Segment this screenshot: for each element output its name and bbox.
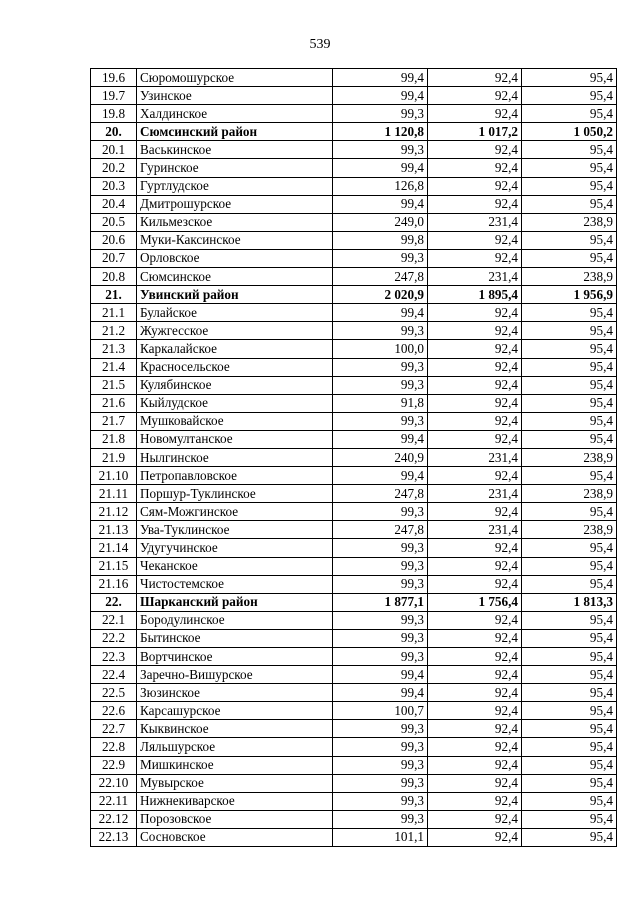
row-number: 20.6 [91,231,137,249]
value-col-3: 95,4 [522,648,617,666]
value-col-3: 95,4 [522,412,617,430]
table-body [91,69,617,847]
value-col-2: 92,4 [428,828,522,846]
value-col-1: 99,3 [333,575,428,593]
value-col-3: 95,4 [522,503,617,521]
value-col-1: 99,3 [333,322,428,340]
value-col-2: 231,4 [428,268,522,286]
value-col-2: 92,4 [428,105,522,123]
settlement-name: Карсашурское [137,702,333,720]
value-col-1: 99,3 [333,249,428,267]
value-col-2: 92,4 [428,159,522,177]
value-col-1: 99,4 [333,430,428,448]
settlement-name: Новомултанское [137,430,333,448]
value-col-3: 95,4 [522,738,617,756]
value-col-3: 95,4 [522,304,617,322]
value-col-3: 95,4 [522,105,617,123]
row-number: 22.12 [91,810,137,828]
settlement-name: Кильмезское [137,213,333,231]
table-row [91,648,617,666]
row-number: 21.14 [91,539,137,557]
value-col-3: 95,4 [522,394,617,412]
row-number: 22.1 [91,611,137,629]
row-number: 21.5 [91,376,137,394]
value-col-1: 99,4 [333,69,428,87]
table-row [91,575,617,593]
settlement-name: Сям-Можгинское [137,503,333,521]
value-col-3: 95,4 [522,467,617,485]
table-row [91,666,617,684]
settlement-name: Кулябинское [137,376,333,394]
table-row [91,69,617,87]
value-col-3: 95,4 [522,792,617,810]
value-col-1: 99,4 [333,666,428,684]
value-col-2: 92,4 [428,702,522,720]
table-row [91,738,617,756]
value-col-2: 92,4 [428,539,522,557]
table-row [91,430,617,448]
row-number: 22.5 [91,684,137,702]
table-row [91,448,617,466]
table-row [91,159,617,177]
table-row [91,792,617,810]
table-row [91,177,617,195]
value-col-3: 95,4 [522,249,617,267]
budget-table [90,68,617,847]
settlement-name: Булайское [137,304,333,322]
district-total-row [91,286,617,304]
table-row [91,702,617,720]
table-row [91,340,617,358]
value-col-3: 95,4 [522,557,617,575]
table-row [91,394,617,412]
value-col-2: 92,4 [428,231,522,249]
value-col-2: 92,4 [428,611,522,629]
value-col-3: 95,4 [522,828,617,846]
settlement-name: Кыквинское [137,720,333,738]
table-row [91,213,617,231]
row-number: 21.9 [91,448,137,466]
row-number: 21.4 [91,358,137,376]
value-col-3: 95,4 [522,629,617,647]
table-row [91,268,617,286]
settlement-name: Кыйлудское [137,394,333,412]
value-col-2: 92,4 [428,756,522,774]
settlement-name: Зюзинское [137,684,333,702]
value-col-3: 95,4 [522,177,617,195]
row-number: 21.8 [91,430,137,448]
value-col-3: 95,4 [522,539,617,557]
value-col-1: 247,8 [333,268,428,286]
value-col-1: 99,3 [333,774,428,792]
row-number: 21.6 [91,394,137,412]
table-row [91,304,617,322]
value-col-1: 247,8 [333,521,428,539]
value-col-1: 99,3 [333,105,428,123]
row-number: 21.13 [91,521,137,539]
value-col-3: 95,4 [522,376,617,394]
settlement-name: Халдинское [137,105,333,123]
value-col-1: 100,0 [333,340,428,358]
row-number: 21.2 [91,322,137,340]
value-col-1: 1 877,1 [333,593,428,611]
settlement-name: Мишкинское [137,756,333,774]
value-col-3: 95,4 [522,756,617,774]
value-col-2: 92,4 [428,304,522,322]
table-row [91,557,617,575]
value-col-2: 92,4 [428,774,522,792]
value-col-1: 99,3 [333,376,428,394]
value-col-1: 99,3 [333,141,428,159]
value-col-3: 95,4 [522,720,617,738]
value-col-1: 99,4 [333,684,428,702]
settlement-name: Заречно-Вишурское [137,666,333,684]
value-col-1: 99,3 [333,756,428,774]
row-number: 20.4 [91,195,137,213]
row-number: 21.12 [91,503,137,521]
settlement-name: Сюмсинский район [137,123,333,141]
table-row [91,467,617,485]
settlement-name: Чеканское [137,557,333,575]
table-row [91,412,617,430]
value-col-2: 92,4 [428,467,522,485]
settlement-name: Муки-Каксинское [137,231,333,249]
value-col-2: 92,4 [428,340,522,358]
row-number: 19.6 [91,69,137,87]
value-col-2: 92,4 [428,430,522,448]
value-col-3: 95,4 [522,231,617,249]
row-number: 22.8 [91,738,137,756]
value-col-3: 1 050,2 [522,123,617,141]
settlement-name: Порозовское [137,810,333,828]
value-col-1: 2 020,9 [333,286,428,304]
row-number: 22.11 [91,792,137,810]
table-row [91,249,617,267]
value-col-1: 247,8 [333,485,428,503]
row-number: 20. [91,123,137,141]
row-number: 22.7 [91,720,137,738]
value-col-1: 99,3 [333,611,428,629]
value-col-3: 95,4 [522,358,617,376]
row-number: 21.10 [91,467,137,485]
row-number: 22.9 [91,756,137,774]
value-col-3: 95,4 [522,810,617,828]
value-col-2: 92,4 [428,648,522,666]
value-col-3: 95,4 [522,684,617,702]
value-col-1: 100,7 [333,702,428,720]
value-col-2: 92,4 [428,810,522,828]
settlement-name: Мушковайское [137,412,333,430]
value-col-1: 249,0 [333,213,428,231]
value-col-1: 99,3 [333,557,428,575]
value-col-3: 95,4 [522,141,617,159]
row-number: 21.15 [91,557,137,575]
row-number: 21.7 [91,412,137,430]
row-number: 22.3 [91,648,137,666]
value-col-2: 92,4 [428,141,522,159]
table-row [91,87,617,105]
settlement-name: Бытинское [137,629,333,647]
value-col-1: 99,3 [333,738,428,756]
table-row [91,521,617,539]
table-row [91,720,617,738]
value-col-3: 1 956,9 [522,286,617,304]
row-number: 21.16 [91,575,137,593]
value-col-2: 92,4 [428,249,522,267]
value-col-2: 92,4 [428,412,522,430]
table-row [91,231,617,249]
value-col-2: 231,4 [428,485,522,503]
settlement-name: Вортчинское [137,648,333,666]
settlement-name: Ляльшурское [137,738,333,756]
row-number: 20.3 [91,177,137,195]
value-col-2: 92,4 [428,69,522,87]
value-col-3: 95,4 [522,159,617,177]
row-number: 21. [91,286,137,304]
value-col-1: 99,4 [333,87,428,105]
table-row [91,105,617,123]
value-col-3: 238,9 [522,448,617,466]
settlement-name: Сюромошурское [137,69,333,87]
value-col-1: 99,4 [333,159,428,177]
value-col-2: 92,4 [428,87,522,105]
value-col-1: 240,9 [333,448,428,466]
value-col-1: 126,8 [333,177,428,195]
value-col-2: 231,4 [428,521,522,539]
table-row [91,141,617,159]
value-col-2: 92,4 [428,738,522,756]
settlement-name: Чистостемское [137,575,333,593]
settlement-name: Красносельское [137,358,333,376]
row-number: 20.2 [91,159,137,177]
settlement-name: Нижнекиварское [137,792,333,810]
row-number: 19.8 [91,105,137,123]
value-col-2: 92,4 [428,358,522,376]
table-row [91,684,617,702]
row-number: 22.6 [91,702,137,720]
value-col-1: 91,8 [333,394,428,412]
value-col-1: 101,1 [333,828,428,846]
settlement-name: Сюмсинское [137,268,333,286]
value-col-1: 99,4 [333,304,428,322]
table-row [91,485,617,503]
settlement-name: Ува-Туклинское [137,521,333,539]
value-col-1: 99,4 [333,195,428,213]
settlement-name: Мувырское [137,774,333,792]
table-row [91,539,617,557]
settlement-name: Орловское [137,249,333,267]
value-col-2: 1 756,4 [428,593,522,611]
row-number: 22.10 [91,774,137,792]
value-col-3: 95,4 [522,774,617,792]
value-col-3: 95,4 [522,87,617,105]
row-number: 21.11 [91,485,137,503]
settlement-name: Нылгинское [137,448,333,466]
value-col-3: 95,4 [522,430,617,448]
row-number: 22.4 [91,666,137,684]
value-col-2: 1 895,4 [428,286,522,304]
table-row [91,774,617,792]
row-number: 22.2 [91,629,137,647]
value-col-1: 1 120,8 [333,123,428,141]
row-number: 19.7 [91,87,137,105]
value-col-1: 99,8 [333,231,428,249]
value-col-3: 95,4 [522,322,617,340]
value-col-1: 99,3 [333,503,428,521]
value-col-2: 92,4 [428,684,522,702]
value-col-1: 99,3 [333,792,428,810]
value-col-2: 231,4 [428,213,522,231]
settlement-name: Гуртлудское [137,177,333,195]
table-row [91,195,617,213]
row-number: 20.5 [91,213,137,231]
settlement-name: Жужгесское [137,322,333,340]
table-row [91,828,617,846]
value-col-1: 99,3 [333,648,428,666]
value-col-1: 99,3 [333,810,428,828]
page-number: 539 [309,37,331,52]
value-col-1: 99,3 [333,412,428,430]
row-number: 21.1 [91,304,137,322]
value-col-2: 92,4 [428,195,522,213]
value-col-2: 92,4 [428,376,522,394]
row-number: 22. [91,593,137,611]
value-col-3: 95,4 [522,702,617,720]
row-number: 21.3 [91,340,137,358]
table-row [91,629,617,647]
value-col-1: 99,4 [333,467,428,485]
value-col-2: 92,4 [428,629,522,647]
value-col-1: 99,3 [333,629,428,647]
settlement-name: Поршур-Туклинское [137,485,333,503]
settlement-name: Петропавловское [137,467,333,485]
value-col-2: 92,4 [428,177,522,195]
table-row [91,756,617,774]
value-col-1: 99,3 [333,358,428,376]
table-row [91,376,617,394]
value-col-3: 238,9 [522,485,617,503]
settlement-name: Узинское [137,87,333,105]
settlement-name: Увинский район [137,286,333,304]
value-col-2: 92,4 [428,666,522,684]
value-col-3: 95,4 [522,666,617,684]
value-col-3: 95,4 [522,340,617,358]
value-col-3: 95,4 [522,195,617,213]
value-col-2: 92,4 [428,792,522,810]
value-col-3: 95,4 [522,575,617,593]
table-row [91,503,617,521]
value-col-2: 92,4 [428,394,522,412]
value-col-2: 92,4 [428,720,522,738]
value-col-2: 92,4 [428,503,522,521]
settlement-name: Каркалайское [137,340,333,358]
row-number: 22.13 [91,828,137,846]
settlement-name: Бородулинское [137,611,333,629]
district-total-row [91,593,617,611]
value-col-3: 95,4 [522,611,617,629]
table-row [91,611,617,629]
value-col-1: 99,3 [333,720,428,738]
table-row [91,358,617,376]
value-col-3: 238,9 [522,521,617,539]
value-col-2: 92,4 [428,557,522,575]
value-col-3: 95,4 [522,69,617,87]
settlement-name: Гуринское [137,159,333,177]
value-col-2: 1 017,2 [428,123,522,141]
value-col-3: 238,9 [522,213,617,231]
table-row [91,322,617,340]
value-col-2: 231,4 [428,448,522,466]
settlement-name: Васькинское [137,141,333,159]
row-number: 20.8 [91,268,137,286]
value-col-3: 238,9 [522,268,617,286]
value-col-2: 92,4 [428,575,522,593]
settlement-name: Шарканский район [137,593,333,611]
value-col-3: 1 813,3 [522,593,617,611]
value-col-2: 92,4 [428,322,522,340]
row-number: 20.1 [91,141,137,159]
value-col-1: 99,3 [333,539,428,557]
district-total-row [91,123,617,141]
settlement-name: Сосновское [137,828,333,846]
settlement-name: Удугучинское [137,539,333,557]
settlement-name: Дмитрошурское [137,195,333,213]
table-row [91,810,617,828]
row-number: 20.7 [91,249,137,267]
